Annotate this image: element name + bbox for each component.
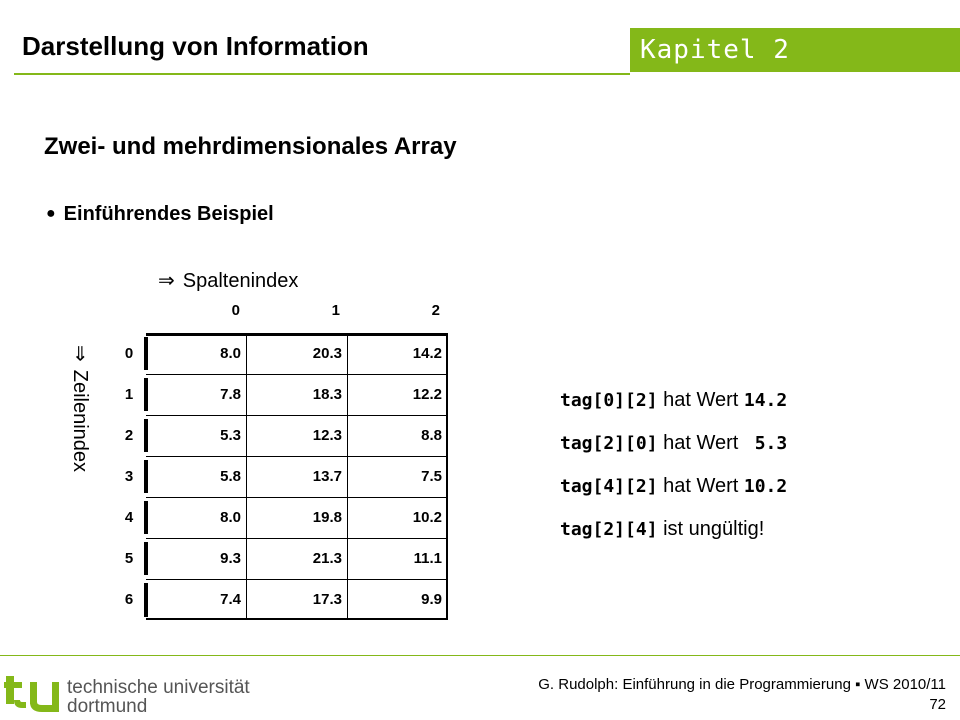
row-divider xyxy=(146,497,446,498)
bullet-item xyxy=(46,203,274,226)
header-rule xyxy=(14,73,630,75)
row-label: 2 xyxy=(124,427,134,444)
slide-title: Darstellung von Information xyxy=(22,31,369,61)
row-divider xyxy=(146,579,446,580)
row-label: 4 xyxy=(124,509,134,526)
column-index-text: Spaltenindex xyxy=(182,270,299,292)
bullet-text: Einführendes Beispiel xyxy=(63,203,274,225)
statement-text: hat Wert xyxy=(657,432,744,454)
table-cell: 7.4 xyxy=(220,591,241,608)
code-expression: tag[0][2] xyxy=(560,390,658,411)
down-arrow-icon: ⇒ xyxy=(69,345,91,362)
code-expression: tag[4][2] xyxy=(560,476,658,497)
table-cell: 7.5 xyxy=(421,468,442,485)
column-index-label xyxy=(158,268,298,293)
footer-rule xyxy=(0,655,960,656)
table-cell: 8.0 xyxy=(220,509,241,526)
row-label: 3 xyxy=(124,468,134,485)
column-label: 1 xyxy=(331,302,340,319)
example-statement xyxy=(560,432,787,455)
statement-text: hat Wert xyxy=(657,475,744,497)
code-expression: tag[2][4] xyxy=(560,519,658,540)
table-cell: 21.3 xyxy=(312,550,342,567)
university-name-line2: dortmund xyxy=(67,696,148,717)
right-arrow-icon: ⇒ xyxy=(158,270,175,292)
table-cell: 5.8 xyxy=(220,468,241,485)
page-number: 72 xyxy=(929,696,946,713)
table-cell: 12.3 xyxy=(312,427,342,444)
university-name-line1: technische universität xyxy=(67,677,250,698)
table-cell: 8.0 xyxy=(220,345,241,362)
row-label: 5 xyxy=(124,550,134,567)
code-value: 5.3 xyxy=(743,433,788,454)
table-cell: 5.3 xyxy=(220,427,241,444)
array-table xyxy=(146,333,448,620)
statement-text: ist ungültig! xyxy=(657,518,765,540)
table-cell: 13.7 xyxy=(312,468,342,485)
table-cell: 12.2 xyxy=(412,386,442,403)
example-statement xyxy=(560,389,787,412)
code-expression: tag[2][0] xyxy=(560,433,658,454)
footer-credit xyxy=(538,675,946,715)
table-cell: 20.3 xyxy=(312,345,342,362)
example-statement xyxy=(560,475,787,498)
statement-text: hat Wert xyxy=(657,389,744,411)
university-name xyxy=(67,678,250,716)
table-cell: 14.2 xyxy=(412,345,442,362)
tu-logo-icon xyxy=(4,672,64,720)
table-cell: 18.3 xyxy=(312,386,342,403)
column-label: 2 xyxy=(431,302,440,319)
row-label: 6 xyxy=(124,591,134,608)
code-value: 10.2 xyxy=(743,476,788,497)
row-index-text: Zeilenindex xyxy=(69,369,91,473)
code-value: 14.2 xyxy=(743,390,788,411)
row-divider xyxy=(146,456,446,457)
table-cell: 7.8 xyxy=(220,386,241,403)
row-divider xyxy=(146,538,446,539)
row-divider xyxy=(146,374,446,375)
chapter-label: Kapitel 2 xyxy=(640,35,790,65)
table-cell: 19.8 xyxy=(312,509,342,526)
row-divider xyxy=(146,415,446,416)
example-statement xyxy=(560,518,764,541)
row-index-label xyxy=(68,345,92,472)
footer-credit-text: G. Rudolph: Einführung in die Programmierung ▪ WS 2010/11 xyxy=(538,676,946,693)
row-label: 1 xyxy=(124,386,134,403)
table-cell: 10.2 xyxy=(412,509,442,526)
section-heading: Zwei- und mehrdimensionales Array xyxy=(44,133,457,160)
bullet-dot-icon: ● xyxy=(46,205,56,222)
table-cell: 9.3 xyxy=(220,550,241,567)
table-cell: 11.1 xyxy=(413,550,442,567)
table-cell: 9.9 xyxy=(421,591,442,608)
table-cell: 17.3 xyxy=(312,591,342,608)
column-label: 0 xyxy=(231,302,240,319)
row-label: 0 xyxy=(124,345,134,362)
table-cell: 8.8 xyxy=(421,427,442,444)
